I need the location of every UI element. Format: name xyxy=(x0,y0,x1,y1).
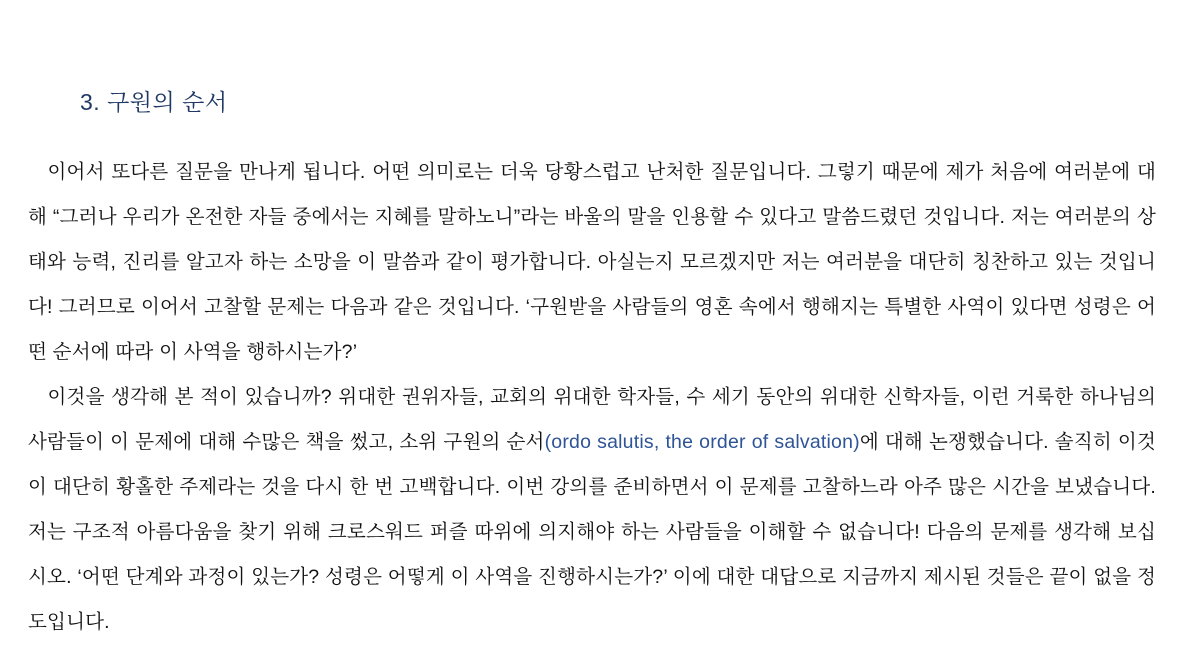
paragraph-2-text-after: 에 대해 논쟁했습니다. 솔직히 이것이 대단히 황홀한 주제라는 것을 다시 한 번 고백합니다. 이번 강의를 준비하면서 이 문제를 고찰하느라 아주 많은 시간을 보냈습니다. 저는 구조적 아름다움을 찾기 위해 크로스워드 퍼즐 따위에 의지해야 하는 사람들을 이해할 수 없습니다! 다음의 문제를 생각해 보십시오. ‘어떤 단계와 과정이 있는가? 성령은 어떻게 이 사역을 진행하시는가?’ 이에 대한 대답으로 지금까지 제시된 것들은 끝이 없을 정도입니다. xyxy=(28,431,1157,633)
paragraph-2 xyxy=(28,375,1156,645)
paragraph-1-text: 이어서 또다른 질문을 만나게 됩니다. 어떤 의미로는 더욱 당황스럽고 난처한 질문입니다. 그렇기 때문에 제가 처음에 여러분에 대해 “그러나 우리가 온전한 자들 중에서는 지혜를 말하노니”라는 바울의 말을 인용할 수 있다고 말씀드렸던 것입니다. 저는 여러분의 상태와 능력, 진리를 알고자 하는 소망을 이 말씀과 같이 평가합니다. 아실는지 모르겠지만 저는 여러분을 대단히 칭찬하고 있는 것입니다! 그러므로 이어서 고찰할 문제는 다음과 같은 것입니다. ‘구원받을 사람들의 영혼 속에서 행해지는 특별한 사역이 있다면 성령은 어떤 순서에 따라 이 사역을 행하시는가?’ xyxy=(28,161,1156,363)
ordo-salutis-term: (ordo salutis, the order of salvation) xyxy=(544,431,860,453)
section-title: 3. 구원의 순서 xyxy=(80,89,228,115)
document-body xyxy=(28,150,1156,645)
paragraph-1 xyxy=(28,150,1156,375)
paragraph-2-text-before: 이것을 생각해 본 적이 있습니까? 위대한 권위자들, 교회의 위대한 학자들, 수 세기 동안의 위대한 신학자들, 이런 거룩한 하나님의 사람들이 이 문제에 대해 수많은 책을 썼고, 소위 구원의 순서 xyxy=(28,386,1156,453)
